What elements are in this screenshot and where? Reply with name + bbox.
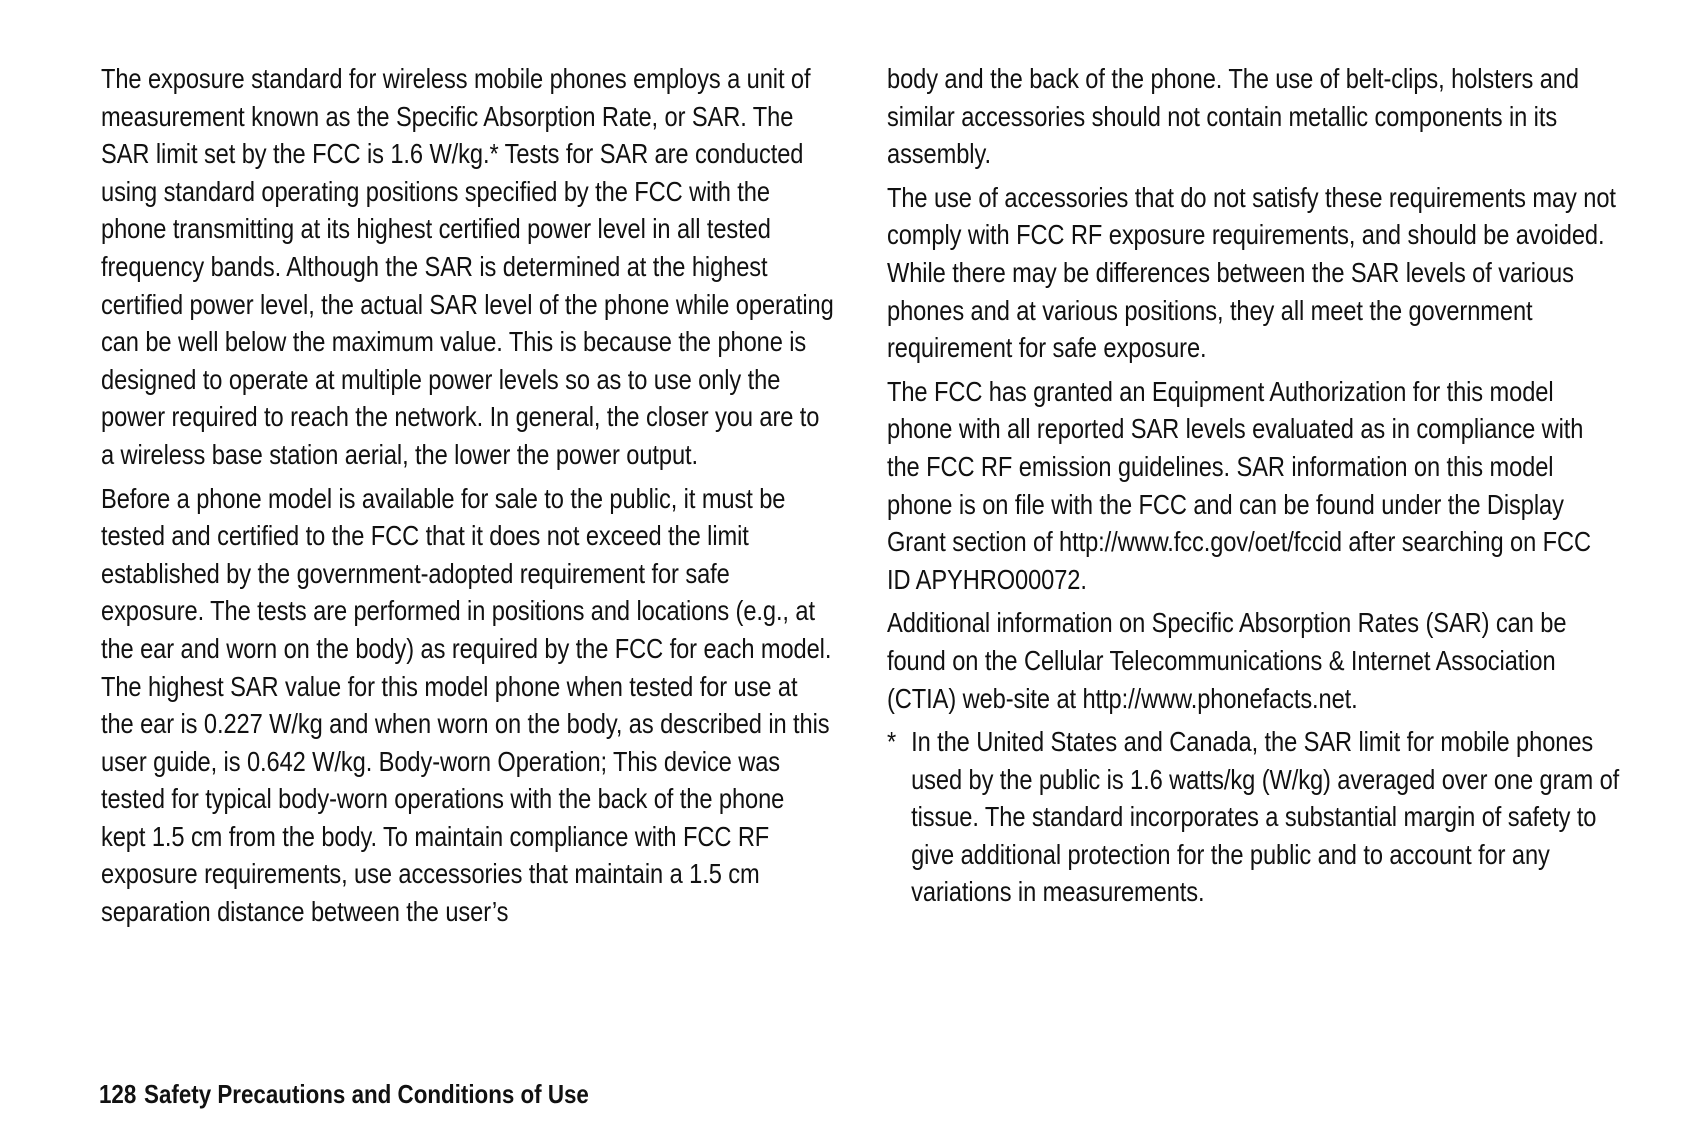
sar-testing-paragraph: Before a phone model is available for sale to the public, it must be tested and certified to the FCC that it does not exceed the limit established by the government-adopted requirement for safe exposure. The tests are performed in positions and locations (e.g., at the ear and worn on the body) as required by the FCC for each model. The highest SAR value for this model phone when tested for use at the ear is 0.227 W/kg and when worn on the body, as described in this user guide, is 0.642 W/kg. Body-worn Operation; This device was tested for typical body-worn operations with the back of the phone kept 1.5 cm from the body. To maintain compliance with FCC RF exposure requirements, use accessories that maintain a 1.5 cm separation distance between the user’s <box>101 482 832 928</box>
right-column <box>887 60 1620 911</box>
footnote-text: In the United States and Canada, the SAR limit for mobile phones used by the public is 1.6 watts/kg (W/kg) averaged over one gram of tissue. The standard incorporates a substantial margin of safety to give additional protection for the public and to account for any variations in measurements. <box>911 726 1620 908</box>
body-worn-continuation-paragraph: body and the back of the phone. The use of belt-clips, holsters and similar accessories should not contain metallic components in its assembly. <box>887 63 1579 170</box>
left-column <box>101 60 834 937</box>
section-title: Safety Precautions and Conditions of Use <box>144 1079 589 1109</box>
ctia-info-paragraph: Additional information on Specific Absorption Rates (SAR) can be found on the Cellular Telecommunications & Internet Association (CTIA) web-site at http://www.phonefacts.net. <box>887 607 1567 714</box>
fcc-authorization-paragraph: The FCC has granted an Equipment Authorization for this model phone with all reported SAR levels evaluated as in compliance with the FCC RF emission guidelines. SAR information on this model phone is on file with the FCC and can be found under the Display Grant section of http://www.fcc.gov/oet/fccid after searching on FCC ID APYHRO00072. <box>887 375 1591 595</box>
accessories-paragraph: The use of accessories that do not satisfy these requirements may not comply with FCC RF exposure requirements, and should be avoided. While there may be differences between the SAR levels of various phones and at various positions, they all meet the government requirement for safe exposure. <box>887 181 1616 364</box>
footnote-asterisk: * <box>887 726 897 758</box>
sar-standard-paragraph: The exposure standard for wireless mobile phones employs a unit of measurement known as the Specific Absorption Rate, or SAR. The SAR limit set by the FCC is 1.6 W/kg.* Tests for SAR are conducted using standard operating positions specified by the FCC with the phone transmitting at its highest certified power level in all tested frequency bands. Although the SAR is determined at the highest certified power level, the actual SAR level of the phone while operating can be well below the maximum value. This is because the phone is designed to operate at multiple power levels so as to use only the power required to reach the network. In general, the closer you are to a wireless base station aerial, the lower the power output. <box>101 63 834 470</box>
page-number: 128 <box>99 1079 137 1109</box>
page-footer <box>99 1079 589 1109</box>
sar-footnote <box>887 723 1620 911</box>
